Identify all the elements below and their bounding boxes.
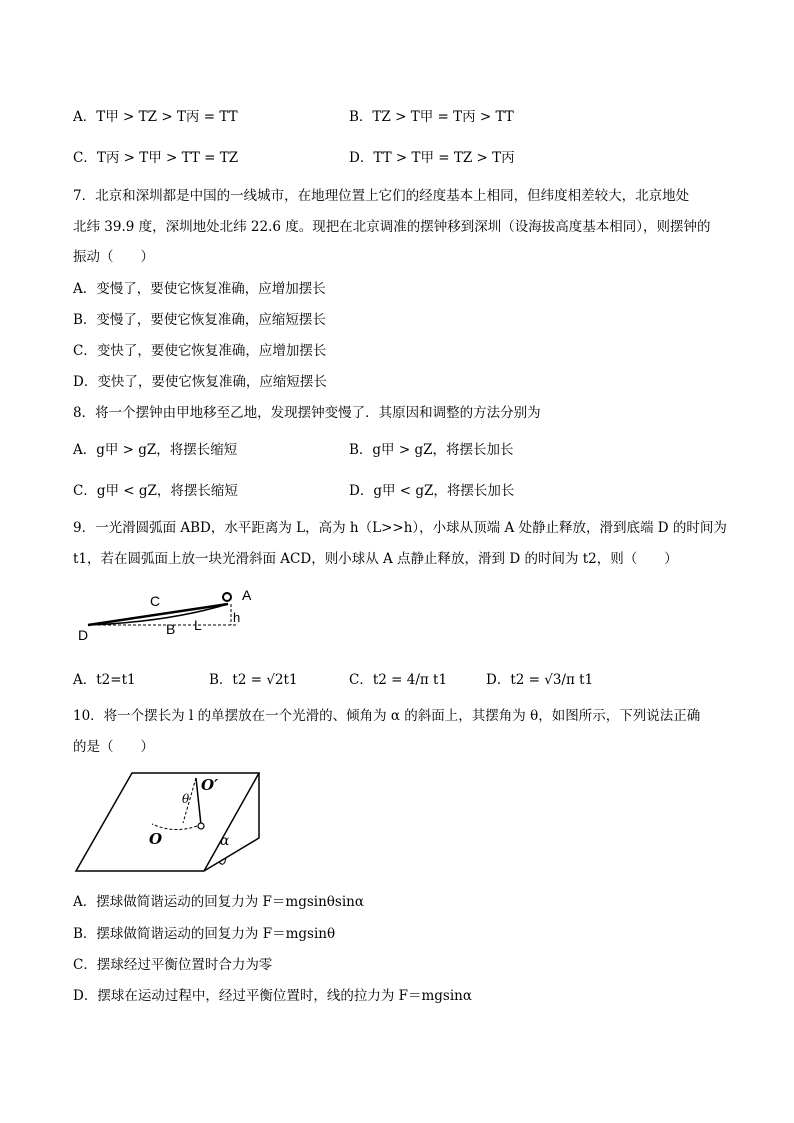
q10-option-c: C．摆球经过平衡位置时合力为零 — [73, 957, 273, 973]
q9-stem-line2: t1，若在圆弧面上放一块光滑斜面 ACD，则小球从 A 点静止释放，滑到 D 的时间为 t2，则（ ） — [73, 551, 678, 567]
q8-option-c: C．g甲 < gZ，将摆长缩短 — [73, 483, 238, 499]
q10-option-a: A．摆球做简谐运动的回复力为 F＝mgsinθsinα — [73, 894, 364, 910]
q6-option-b: B．TZ > T甲 = T丙 > TT — [349, 109, 514, 125]
q7-option-a: A．变慢了，要使它恢复准确，应增加摆长 — [73, 281, 326, 297]
q10-stem-line1: 10．将一个摆长为 l 的单摆放在一个光滑的、倾角为 α 的斜面上，其摆角为 θ，如图所示，下列说法正确 — [73, 708, 701, 724]
q8-option-b: B．g甲 > gZ，将摆长加长 — [349, 442, 514, 458]
label-o-prime: O′ — [201, 776, 219, 794]
label-a: A — [242, 587, 252, 603]
label-theta: θ — [182, 792, 190, 806]
q7-option-d: D．变快了，要使它恢复准确，应缩短摆长 — [73, 374, 327, 390]
q10-option-d: D．摆球在运动过程中，经过平衡位置时，线的拉力为 F＝mgsinα — [73, 988, 472, 1004]
q9-option-d: D．t2 = √3/π t1 — [486, 672, 594, 688]
q6-option-a: A．T甲 > TZ > T丙 = TT — [73, 109, 238, 125]
label-l: L — [194, 617, 202, 633]
q7-stem-line3: 振动（ ） — [73, 249, 154, 265]
q9-stem-line1: 9．一光滑圆弧面 ABD，水平距离为 L，高为 h（L>>h），小球从顶端 A 处静止释放，滑到底端 D 的时间为 — [73, 520, 727, 536]
q10-stem-line2: 的是（ ） — [73, 739, 154, 755]
label-h: h — [233, 610, 241, 625]
ball — [223, 593, 231, 601]
q7-option-c: C．变快了，要使它恢复准确，应增加摆长 — [73, 343, 327, 359]
q6-option-c: C．T丙 > T甲 > TT = TZ — [73, 150, 239, 166]
label-d: D — [78, 627, 89, 643]
label-c: C — [150, 593, 161, 609]
q9-figure — [78, 584, 268, 644]
q7-option-b: B．变慢了，要使它恢复准确，应缩短摆长 — [73, 312, 326, 328]
label-o: O — [149, 830, 163, 848]
q10-option-b: B．摆球做简谐运动的回复力为 F＝mgsinθ — [73, 926, 336, 942]
q8-option-a: A．g甲 > gZ，将摆长缩短 — [73, 442, 238, 458]
q9-option-c: C．t2 = 4/π t1 — [349, 672, 448, 688]
q9-option-a: A．t2=t1 — [73, 672, 136, 688]
incline-front-face — [76, 773, 259, 871]
pendulum-bob — [198, 823, 204, 829]
label-alpha: α — [220, 833, 230, 849]
q9-option-b: B．t2 = √2t1 — [209, 672, 298, 688]
label-b: B — [166, 621, 176, 637]
q10-figure — [74, 768, 274, 876]
q7-stem-line1: 7．北京和深圳都是中国的一线城市，在地理位置上它们的经度基本上相同，但纬度相差较大，北京地处 — [73, 188, 690, 204]
q8-option-d: D．g甲 < gZ，将摆长加长 — [349, 483, 515, 499]
q7-stem-line2: 北纬 39.9 度，深圳地处北纬 22.6 度。现把在北京调准的摆钟移到深圳（设海拔高度基本相同），则摆钟的 — [73, 219, 711, 235]
swing-arc-dashed — [152, 824, 197, 830]
q6-option-d: D．TT > T甲 = TZ > T丙 — [349, 150, 515, 166]
q8-stem: 8．将一个摆钟由甲地移至乙地，发现摆钟变慢了．其原因和调整的方法分别为 — [73, 405, 541, 421]
